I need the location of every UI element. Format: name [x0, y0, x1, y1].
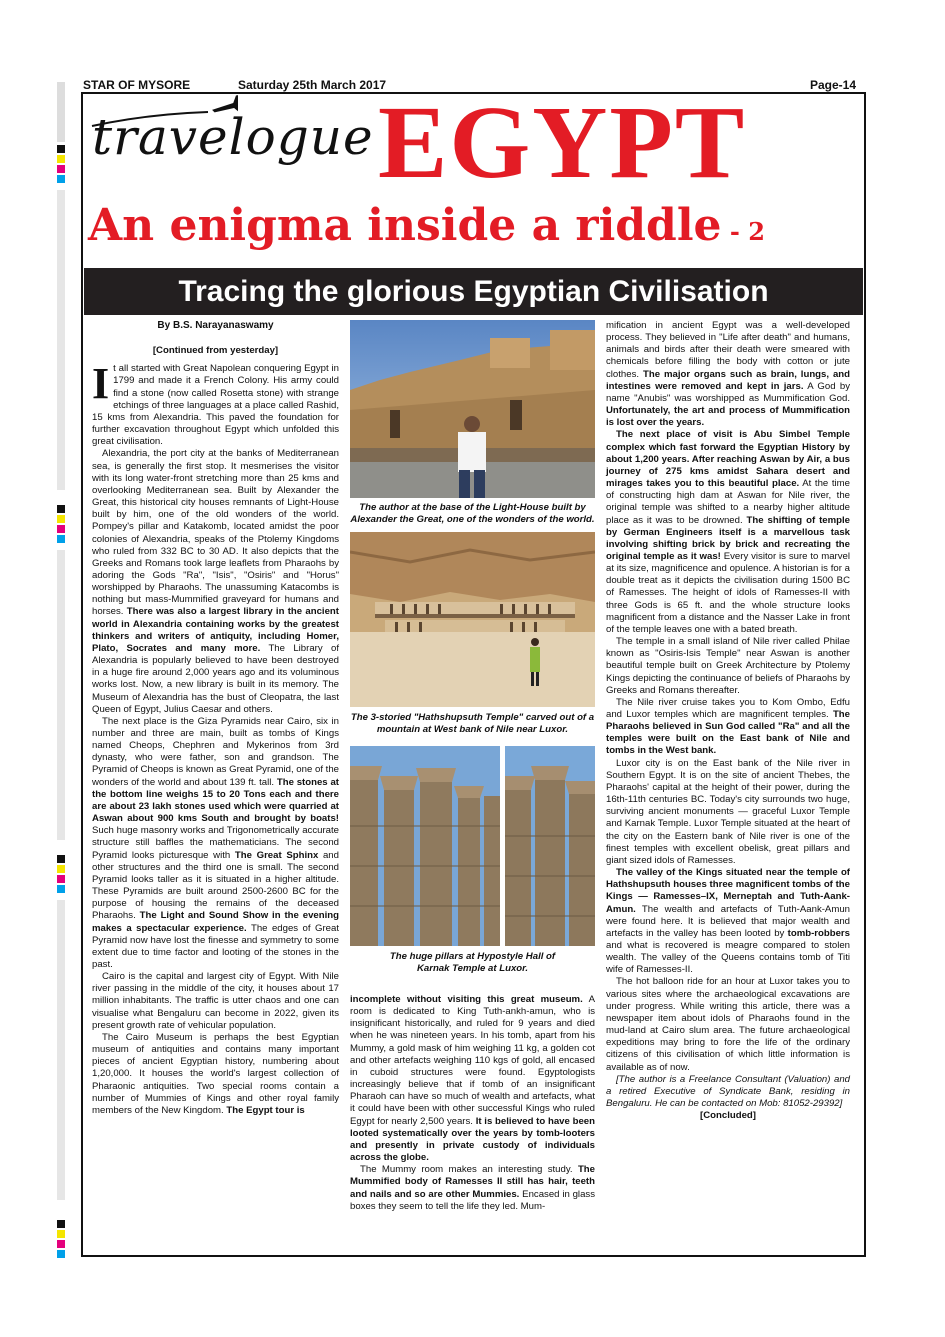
masthead-title: EGYPT: [378, 85, 747, 200]
paragraph: Luxor city is on the East bank of the Nile river in Southern Egypt. It is on the site of ancient Thebes, the Pharaohs' capital at the height of their power, during the 16th-11th centuries BC. Today's city surrounds two huge, surviving ancient monuments — graceful Luxor Temple and Karnak Temple. Luxor Temple situated at the heart of the city on the Eastern bank of Nile river is one of the finest temples with excellent obelisk, great pillars and giant sized idols of Ramesses.: [606, 757, 850, 866]
paragraph: mification in ancient Egypt was a well-developed process. They believed in "Life after death" and humans, animals and birds after their death were smeared with chemicals before filling the body with cotton or jute clothes. The major organs such as brain, lungs, and intestines were removed and kept in jars. A God by name "Anubis" was worshipped as Mummification God. Unfortunately, the art and process of Mummification is lost over the years.: [606, 320, 851, 429]
paragraph: Alexandria, the port city at the banks of Mediterranean sea, is generally the first stop. It mesmerises the visitor with its long water-front stretching more than 25 kms and overlooking Mediterranean sea. Built by Alexander the Great, this historical city houses remnants of Light-House built by him, one of the old wonders of the world. Pompey's pillar and Katakomb, located amidst the poor colonies of Alexandria, speaks of the Ptolemy Kingdoms who ruled from 332 BC to 30 AD. It also depicts that the Greeks and Romans took large leaflets from Pharaohs by adoring the Gods "Ra", "Isis", "Osiris" and "Horus" worshipped by Pharaohs. The unassuming Katacombs is nothing but mass-Mummified graveyard for humans and horses. There was also a largest library in the ancient world in Alexandria containing works by the greatest thinkers and writers of antiquity, including Homer, Plato, Socrates and many more. The Library of Alexandria is popularly believed to have been destroyed in a huge fire around 2,000 years ago and its voluminous works lost. Now, a new library is built in its memory. The Museum of Alexandria has the bust of Cleopatra, the last Queen of Egypt, Julius Caesar and others.: [92, 448, 339, 715]
paragraph: The Nile river cruise takes you to Kom Ombo, Edfu and Luxor temples which are magnificent temples. The Pharaohs believed in Sun God called "Ra" and all the temples were built on the East bank of Nile and tombs in the West bank.: [606, 696, 850, 757]
caption-photo-1: The author at the base of the Light-House built by Alexander the Great, one of the wonders of the world.: [350, 502, 595, 525]
registration-bar-2: [57, 145, 65, 153]
registration-bar-7: [57, 505, 65, 513]
registration-bar-20: [57, 1250, 65, 1258]
photo-karnak-pillars-left: [350, 746, 500, 946]
headline: [88, 200, 765, 251]
registration-bar-19: [57, 1240, 65, 1248]
issue-date: Saturday 25th March 2017: [238, 78, 387, 92]
paragraph: The hot balloon ride for an hour at Luxor takes you to various sites where the archaeological excavations are under progress. While writing this article, there was a newspaper item about idols of Pharaohs found in the mud-land at Cairo slum area. The future archaeological expeditions may bring to fore the life of the ordinary citizens of this civilisation of which little information is available as of now.: [606, 976, 850, 1073]
concluded-note: [Concluded]: [700, 1110, 756, 1122]
paragraph: The next place is the Giza Pyramids near Cairo, six in number and three are main, built as tombs of Kings named Cheops, Chephren and Mykerinos from 3rd dynasty, who were father, son and grandson. The Pyramid of Cheops is known as Great Pyramid, one of the wonders of the world and about 139 ft. tall. The stones at the bottom line weighs 15 to 20 Tons each and there are about 23 lakh stones used which were quarried at Aswan about 900 kms South and brought by boats! Such huge masonry works and Trigonometrically accurate structure still baffles the mathematicians. The second Pyramid looks picturesque with The Great Sphinx and other structures and the third one is small. The second Pyramid looks taller as it is situated in a higher altitude. These Pyramids are built around 2500-2600 BC for the purpose of housing the remains of the deceased Pharaohs. The Light and Sound Show in the evening makes a spectacular experience. The edges of Great Pyramid now have lost the finesse and symmetry to some extent due to time factor and looting of the stones in the past.: [92, 715, 339, 970]
paragraph: incomplete without visiting this great museum. A room is dedicated to King Tuth-ankh-amun, who is insignificant historically, and ruled for 9 years and died when he was nineteen years. In his tomb, apart from his Mummy, a gold mask of him weighing 11 kg, a golden cot and other artefacts weighing 110 kgs of gold, all encased in cuboid structures were found. Egyptologists increasingly believe that if tomb of an insignificant Pharaoh can have so much of wealth and artefacts, what it could have been with other successful Kings who ruled Egypt for nearly 2,500 years. It is believed to have been looted systematically over the years by tomb-looters and presently in private custody of individuals across the globe.: [350, 994, 595, 1164]
photo-hatshepsut-temple: [350, 532, 595, 707]
paragraph: It all started with Great Napolean conquering Egypt in 1799 and made it a French Colony. His army could find a stone (now called Rosetta stone) with strange etchings of three languages at a place called Rashid, 15 kms from Alexandria. This paved the foundation for further excavation throughout Egypt which unfolded this great civilisation.: [92, 359, 339, 448]
caption-photo-3: The huge pillars at Hypostyle Hall of Karnak Temple at Luxor.: [389, 951, 556, 974]
paragraph: The Mummy room makes an interesting study. The Mummified body of Ramesses II still has hair, teeth and nails and so are other Mummies. Encased in glass boxes they seem to tell the life they led. Mum-: [350, 1164, 595, 1212]
caption-photo-2: The 3-storied "Hathshupsuth Temple" carved out of a mountain at West bank of Nile near Luxor.: [350, 712, 595, 735]
banner-title: Tracing the glorious Egyptian Civilisation: [84, 268, 863, 315]
paragraph: Cairo is the capital and largest city of Egypt. With Nile river passing in the middle of the city, it houses about 17 million inhabitants. The traffic is utter chaos and one can visualise what Bengaluru can become in 2022, given its present growth rate of vehicular population.: [92, 971, 339, 1031]
registration-bar-10: [57, 535, 65, 543]
registration-bar-4: [57, 165, 65, 173]
registration-bar-17: [57, 1220, 65, 1228]
paragraph: The next place of visit is Abu Simbel Temple complex which fast forward the Egyptian History by about 1,200 years. After reaching Aswan by Air, a bus journey of 275 kms amidst Sahara desert and mirages takes you to this beautiful place. At the time of constructing high dam at Aswan for Nile river, the original temple was shifted to a nearby higher altitude place as it was to be drowned. The shifting of temple by German Engineers itself is a marvellous task involving shifting brick by brick and recreating the original temple as it was! Every visitor is sure to marvel at its size, magnificence and opulence. A historian is for a double treat as it depicts the civilisation during 1500 BC of Ramesses. The height of idols of Ramesses-II with three Gods is 65 ft. and the whole structure looks magnificent from a distance and the Nasser Lake in front of the temple leaves one with a bated breath.: [606, 429, 850, 635]
registration-bar-13: [57, 865, 65, 873]
column-1: [92, 320, 339, 1117]
page-number: Page-14: [810, 78, 857, 92]
column-2: [350, 994, 595, 1213]
paper-name: STAR OF MYSORE: [83, 78, 191, 92]
paragraph: The Cairo Museum is perhaps the best Egyptian museum of antiquities and contains many important pieces of ancient Egyptian history, numbering about 1,20,000. It houses the world's largest collection of Pharaonic antiquities. Two special rooms contain a number of Mummies of Kings and other royal family members of the New Kingdom. The Egypt tour is: [92, 1031, 339, 1116]
column-3: [606, 320, 850, 1122]
author-note: [The author is a Freelance Consultant (Valuation) and a retired Executive of Syndicate Bank, residing in Bengaluru. He can be contacted on Mob: 81052-29392]: [606, 1073, 850, 1109]
registration-bar-9: [57, 525, 65, 533]
photo-karnak-pillars-right: [505, 746, 595, 946]
registration-bar-15: [57, 885, 65, 893]
headline-part: - 2: [721, 217, 765, 246]
registration-bar-16: [57, 900, 65, 1200]
registration-bar-12: [57, 855, 65, 863]
registration-bar-18: [57, 1230, 65, 1238]
registration-bar-6: [57, 190, 65, 490]
paragraph: The valley of the Kings situated near the temple of Hathshupsuth houses three magnificent tombs of the Kings — Ramesses–IX, Merneptah and Tuth-Aank-Amun. The wealth and artefacts of Tuth-Aank-Amun were found here. It is believed that major wealth and artefacts in the valley has been looted by tomb-robbers and what is recovered is meagre compared to stolen wealth. The valley of the Queens contains tomb of Titi wife of Ramesses-II.: [606, 867, 850, 976]
paragraph: The temple in a small island of Nile river called Philae known as "Osiris-Isis Temple" near Aswan is another beautiful temple built on Greek Architecture by Ptolemy Kings depicting the continuance of beliefs of Pharaohs by Greeks and Romans thereafter.: [606, 636, 850, 696]
registration-bar-14: [57, 875, 65, 883]
photo-lighthouse-fort: [350, 320, 595, 498]
continued-note: [Continued from yesterday]: [152, 345, 279, 357]
registration-bar-11: [57, 550, 65, 840]
byline: By B.S. Narayanaswamy: [157, 320, 274, 331]
section-travelogue: travelogue: [92, 108, 374, 166]
registration-bar-3: [57, 155, 65, 163]
registration-bar-5: [57, 175, 65, 183]
registration-bar-8: [57, 515, 65, 523]
headline-text: An enigma inside a riddle: [88, 200, 722, 251]
registration-bar-1: [57, 82, 65, 142]
drop-cap: I: [92, 359, 110, 409]
